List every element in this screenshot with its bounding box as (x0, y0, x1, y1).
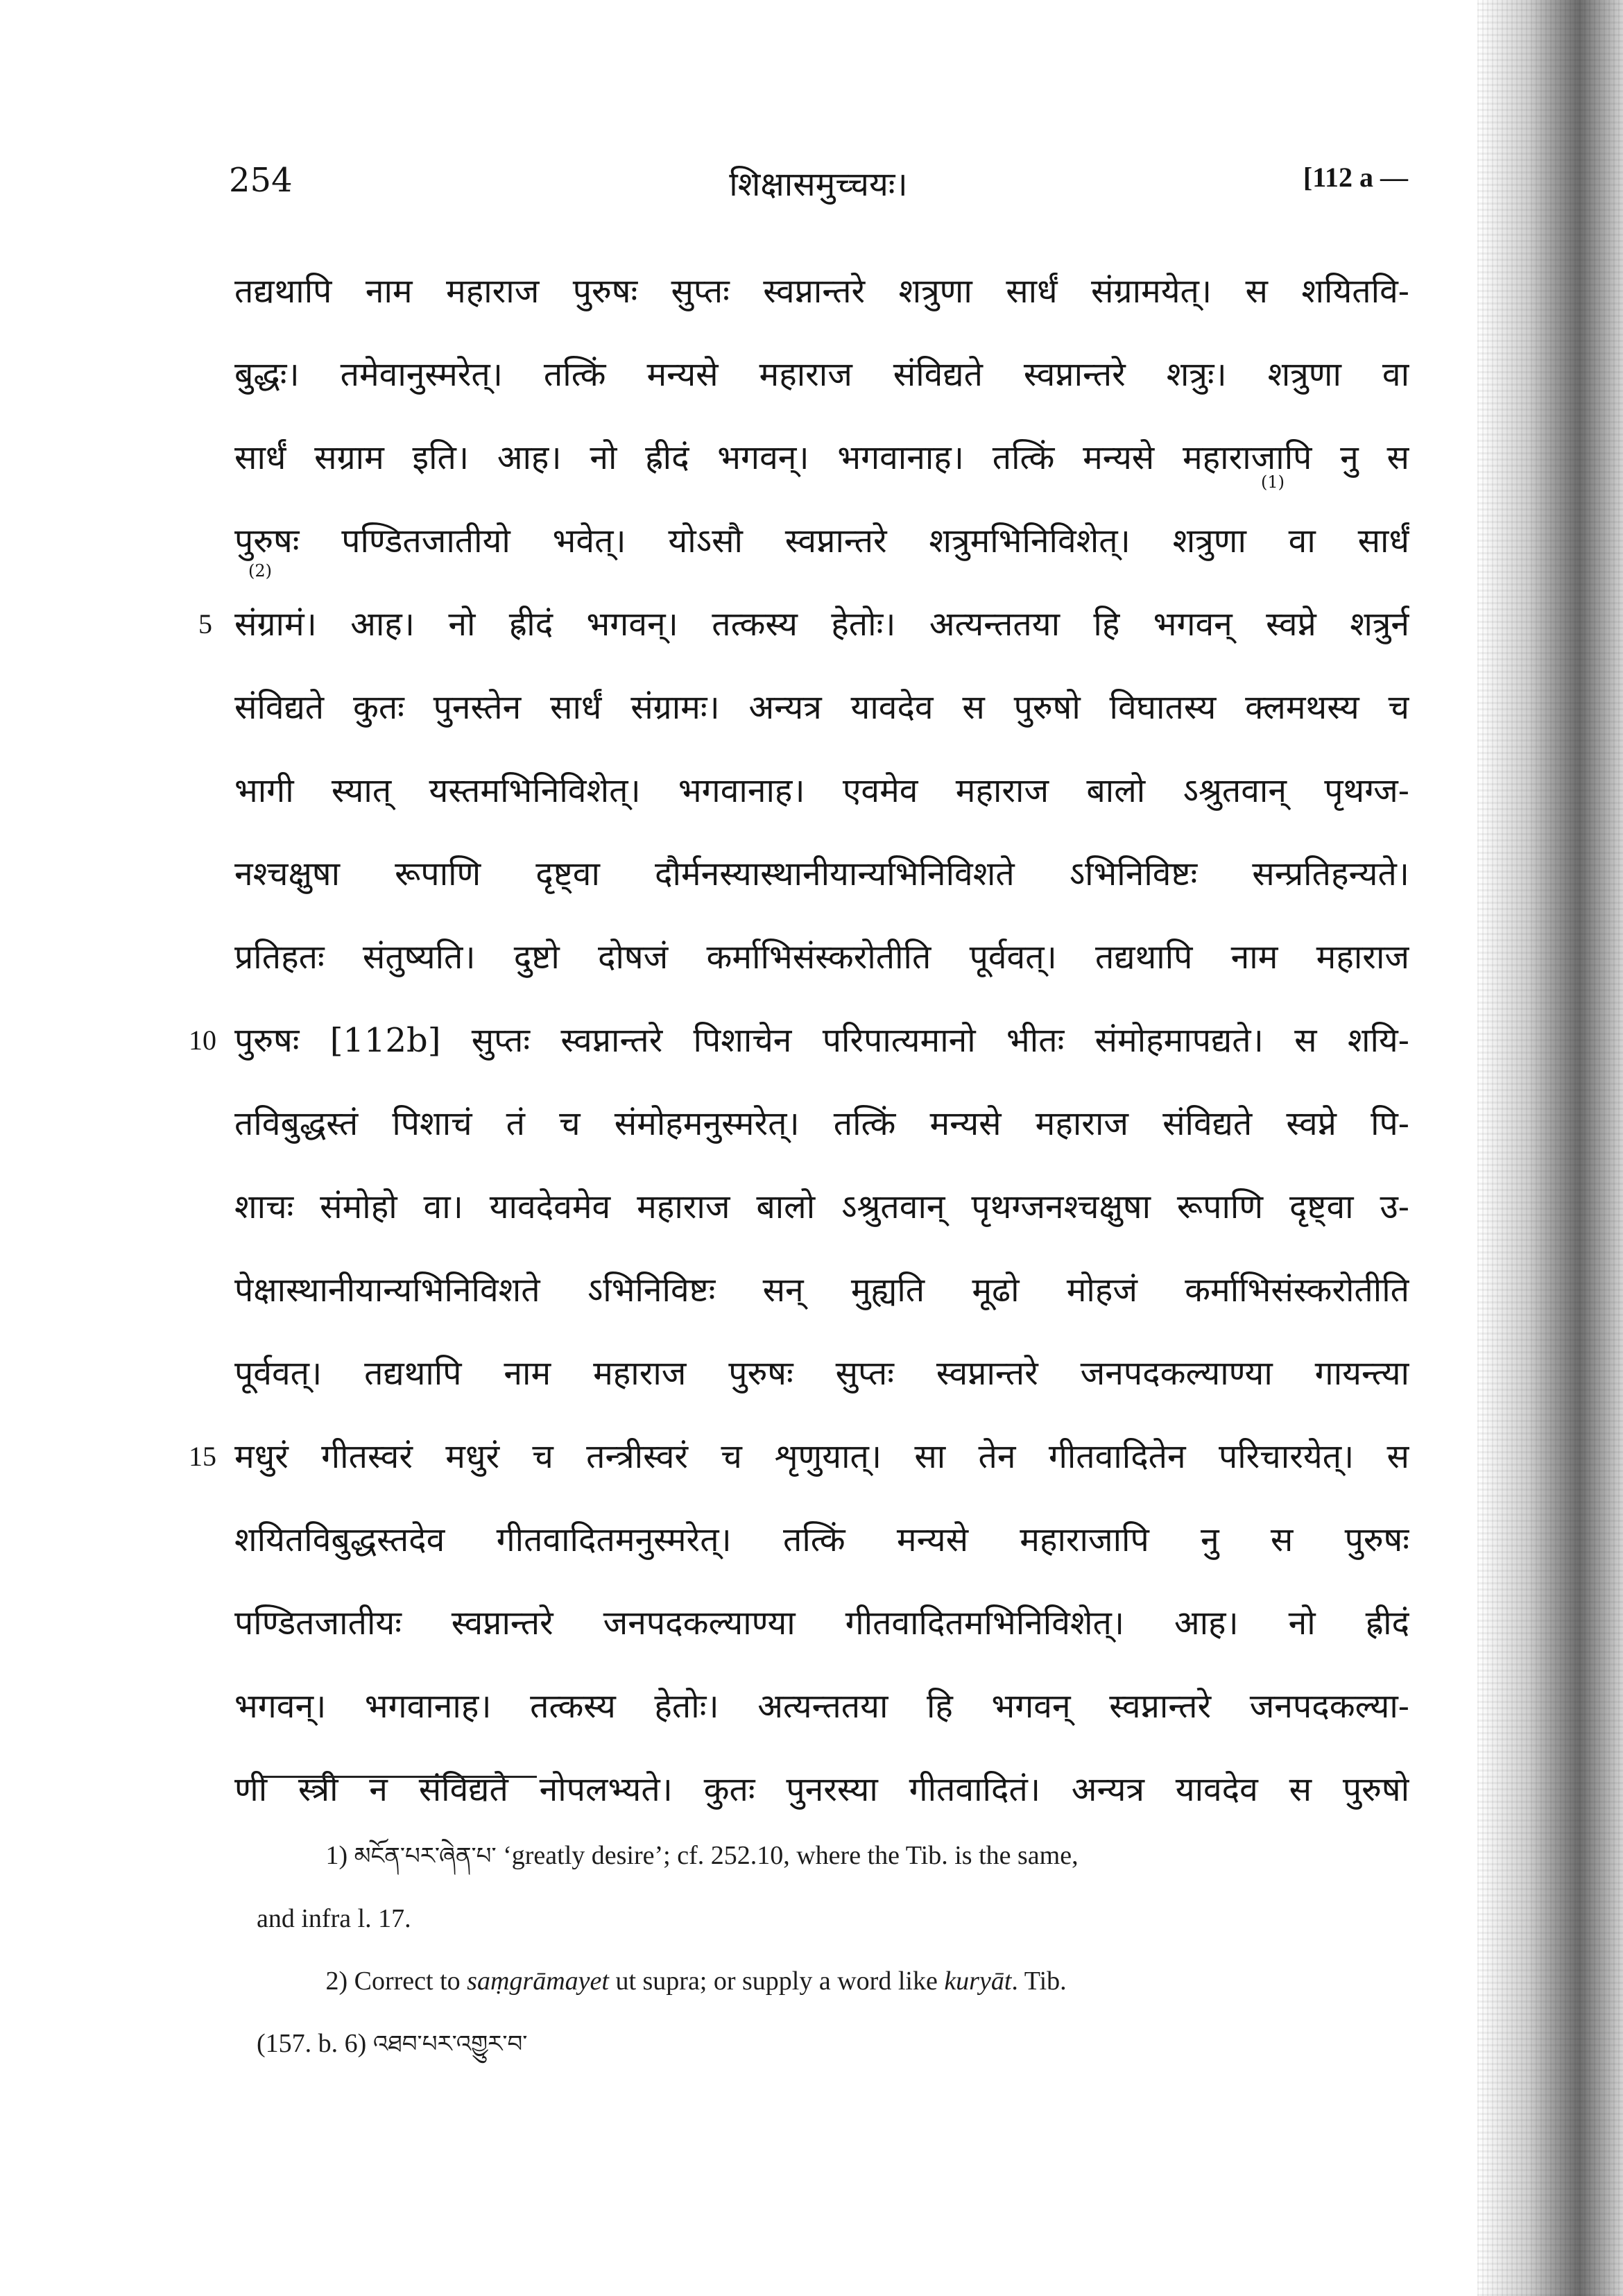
scan-shadow-edge (1477, 0, 1623, 2296)
footnote-1-text-cont: and infra l. 17. (257, 1904, 411, 1933)
footnote-1-tibetan: མངོན་པར་ཞེན་པ་ (354, 1842, 497, 1870)
sanskrit-text-body (189, 250, 1409, 1831)
footnote-2 (257, 1950, 1408, 2075)
text-line: पुरुषः पण्डितजातीयो भवेत्। योऽसौ स्वप्नान्तरे शत्रुमभिनिविशेत्। शत्रुणा वा सार्धं (234, 522, 1409, 560)
footnote-2-text: Correct to (354, 1967, 467, 1996)
folio-reference: [112 a — (1303, 162, 1408, 193)
text-line: पण्डितजातीयः स्वप्नान्तरे जनपदकल्याण्या गीतवादितमभिनिविशेत्। आह। नो ह्रीदं (234, 1604, 1409, 1643)
text-line: शाचः संमोहो वा। यावदेवमेव महाराज बालो ऽश्रुतवान् पृथग्जनश्चक्षुषा रूपाणि दृष्ट्वा उ- (234, 1188, 1409, 1226)
text-line: सार्धं सग्राम इति। आह। नो ह्रीदं भगवन्। भगवानाह। तत्किं मन्यसे महाराजापि नु स (234, 438, 1409, 477)
footnote-2-text-mid: ut supra; or supply a word like (608, 1967, 945, 1996)
text-line: पूर्ववत्। तद्यथापि नाम महाराज पुरुषः सुप्तः स्वप्नान्तरे जनपदकल्याण्या गायन्त्या (234, 1354, 1409, 1393)
text-line: पुरुषः [112b] सुप्तः स्वप्नान्तरे पिशाचेन परिपात्यमानो भीतः संमोहमापद्यते। स शयि- (234, 1021, 1409, 1060)
line-number-5: 5 (198, 608, 212, 640)
text-line: संविद्यते कुतः पुनस्तेन सार्धं संग्रामः। अन्यत्र यावदेव स पुरुषो विघातस्य क्लमथस्य च (234, 688, 1409, 727)
footnote-marker-2: (2) (248, 561, 272, 581)
text-line: प्रतिहतः संतुष्यति। दुष्टो दोषजं कर्माभिसंस्करोतीति पूर्ववत्। तद्यथापि नाम महाराज (234, 938, 1409, 977)
footnote-marker-1: (1) (1261, 472, 1285, 492)
text-line: भागी स्यात् यस्तमभिनिविशेत्। भगवानाह। एवमेव महाराज बालो ऽश्रुतवान् पृथग्ज- (234, 771, 1409, 810)
line-number-15: 15 (189, 1441, 216, 1472)
footnote-2-text-end: . Tib. (1011, 1967, 1067, 1996)
footnote-2-italic-term-2: kuryāt (944, 1967, 1012, 1996)
text-line: भगवन्। भगवानाह। तत्कस्य हेतोः। अत्यन्ततया हि भगवन् स्वप्नान्तरे जनपदकल्या- (234, 1687, 1409, 1726)
text-line: तद्यथापि नाम महाराज पुरुषः सुप्तः स्वप्नान्तरे शत्रुणा सार्धं संग्रामयेत्। स शयितवि- (234, 272, 1409, 311)
text-line: मधुरं गीतस्वरं मधुरं च तन्त्रीस्वरं च शृणुयात्। सा तेन गीतवादितेन परिचारयेत्। स (234, 1437, 1409, 1476)
text-line: बुद्धः। तमेवानुस्मरेत्। तत्किं मन्यसे महाराज संविद्यते स्वप्नान्तरे शत्रुः। शत्रुणा वा (234, 355, 1409, 394)
footnote-2-tibetan: འཐབ་པར་འགྱུར་བ་ (372, 2030, 528, 2058)
text-line: संग्रामं। आह। नो ह्रीदं भगवन्। तत्कस्य हेतोः। अत्यन्ततया हि भगवन् स्वप्ने शत्रुर्न (234, 605, 1409, 644)
page-header (229, 161, 1408, 216)
footnote-1 (257, 1824, 1408, 1950)
text-line: पेक्षास्थानीयान्यभिनिविशते ऽभिनिविष्टः सन् मुह्यति मूढो मोहजं कर्माभिसंस्करोतीति (234, 1271, 1409, 1310)
footnotes (257, 1824, 1408, 2075)
footnote-2-italic-term: saṃgrāmayet (467, 1967, 609, 1996)
text-line: शयितविबुद्धस्तदेव गीतवादितमनुस्मरेत्। तत्किं मन्यसे महाराजापि नु स पुरुषः (234, 1520, 1409, 1559)
footnote-1-number: 1) (325, 1841, 348, 1870)
text-line: तविबुद्धस्तं पिशाचं तं च संमोहमनुस्मरेत्। तत्किं मन्यसे महाराज संविद्यते स्वप्ने पि- (234, 1104, 1409, 1143)
page-number: 254 (229, 161, 293, 200)
footnote-1-text: ‘greatly desire’; cf. 252.10, where the Tib. is the same, (503, 1841, 1079, 1870)
text-line: नश्चक्षुषा रूपाणि दृष्ट्वा दौर्मनस्यास्थानीयान्यभिनिविशते ऽभिनिविष्टः सन्प्रतिहन्यते। (234, 855, 1409, 893)
footnote-rule (262, 1776, 537, 1778)
line-number-10: 10 (189, 1025, 216, 1056)
text-line: णी स्त्री न संविद्यते नोपलभ्यते। कुतः पुनरस्या गीतवादितं। अन्यत्र यावदेव स पुरुषो (234, 1770, 1409, 1809)
footnote-2-number: 2) (325, 1967, 348, 1996)
running-title: शिक्षासमुच्चयः। (729, 165, 908, 204)
footnote-2-reference: (157. b. 6) (257, 2029, 367, 2058)
